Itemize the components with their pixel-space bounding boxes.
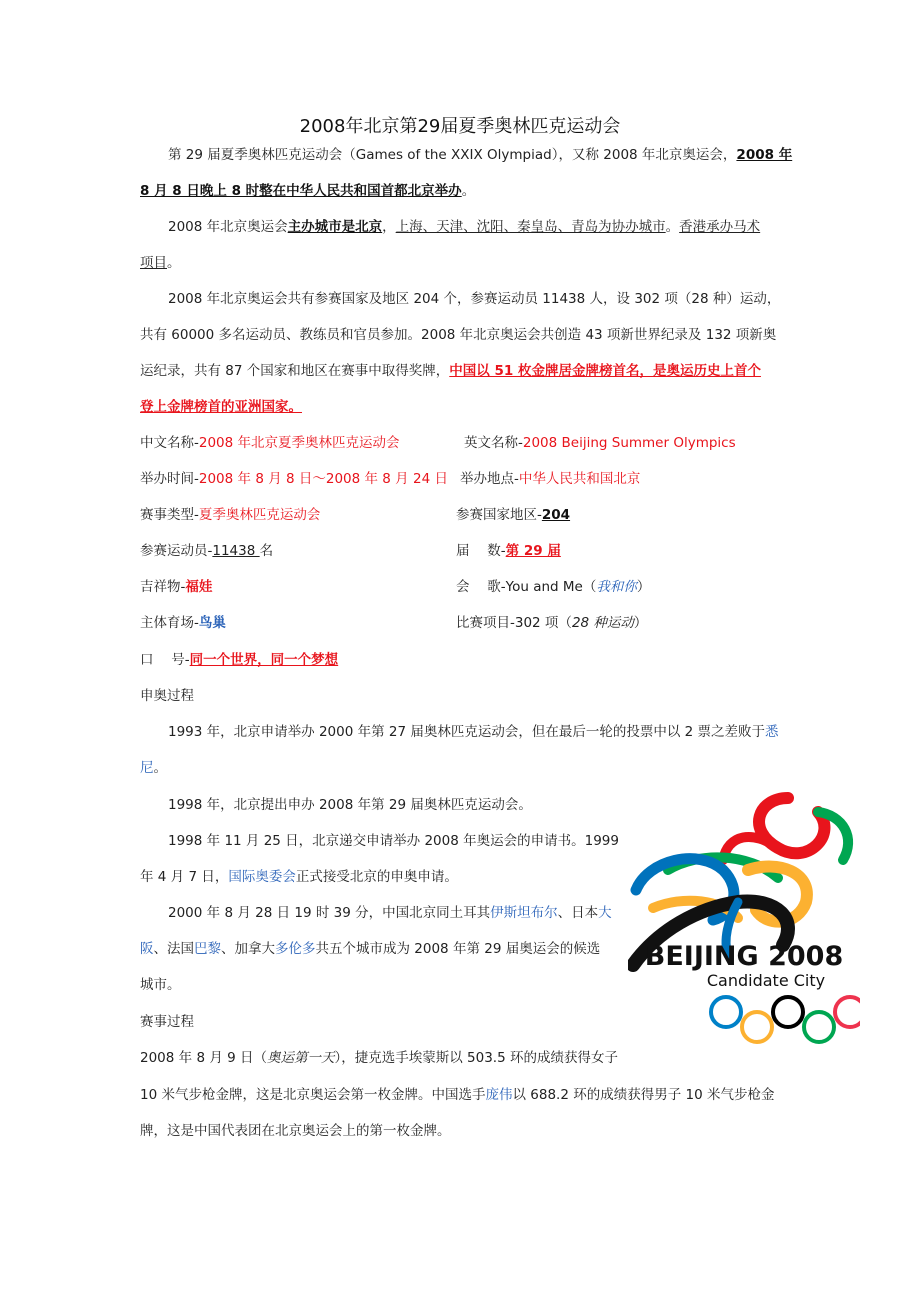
- bid-text: 、日本: [557, 905, 599, 921]
- bid-text: 正式接受北京的申奥申请。: [295, 869, 458, 885]
- fact-unit: 名: [259, 543, 274, 559]
- intro-line: [140, 361, 761, 381]
- fact-value: 204: [541, 507, 571, 523]
- fact-value: 2008 Beijing Summer Olympics: [522, 435, 736, 451]
- fact-label: ）: [633, 615, 648, 631]
- section-heading-bid: 申奥过程: [140, 688, 194, 704]
- fact-en-name: [464, 433, 736, 453]
- fact-label: 口 号-: [140, 652, 190, 668]
- intro-line: [168, 145, 792, 165]
- fact-value: 中华人民共和国北京: [518, 471, 641, 487]
- fact-value: 同一个世界，同一个梦想: [189, 652, 339, 668]
- fact-label: 赛事类型-: [140, 507, 199, 523]
- fact-value: 鸟巢: [198, 615, 226, 631]
- games-text: 10 米气步枪金牌，这是北京奥运会第一枚金牌。中国选手: [140, 1087, 486, 1103]
- bid-line: 1998 年 11 月 25 日，北京递交申请举办 2008 年奥运会的申请书。1999: [168, 833, 619, 849]
- bid-text: 1993 年，北京申请举办 2000 年第 27 届奥林匹克运动会，但在最后一轮的投票中以 2 票之差败于: [168, 724, 766, 740]
- fact-label: 主体育场-: [140, 615, 199, 631]
- olympic-rings: [711, 997, 860, 1042]
- bid-text: 共五个城市成为 2008 年第 29 届奥运会的候选: [315, 941, 601, 957]
- intro-text: 2008 年北京奥运会: [168, 219, 288, 235]
- bid-text: 。: [153, 760, 167, 776]
- city-link[interactable]: 大: [598, 905, 612, 921]
- olympic-ring: [835, 997, 860, 1027]
- olympic-ring: [742, 1012, 772, 1042]
- bid-text: 、加拿大: [221, 941, 275, 957]
- fact-value: 我和你: [596, 579, 637, 595]
- fact-stadium: [140, 613, 226, 633]
- bid-line: [140, 867, 458, 887]
- hong-kong-note: 香港承办马术: [679, 219, 761, 235]
- intro-text: 。: [167, 255, 181, 271]
- fact-athletes: [140, 541, 273, 561]
- intro-emphasis: 2008 年: [736, 147, 793, 163]
- fact-label: 参赛国家地区-: [456, 507, 542, 523]
- hong-kong-note: 项目: [140, 255, 167, 271]
- city-link[interactable]: 伊斯坦布尔: [490, 905, 558, 921]
- city-link[interactable]: 多伦多: [275, 941, 316, 957]
- host-city-emphasis: 主办城市是北京: [287, 219, 383, 235]
- athlete-link[interactable]: 庞伟: [485, 1087, 513, 1103]
- olympic-ring: [804, 1012, 834, 1042]
- intro-text: 运纪录，共有 87 个国家和地区在赛事中取得奖牌，: [140, 363, 450, 379]
- fact-time: [140, 469, 448, 489]
- bid-line: [168, 722, 779, 742]
- intro-emphasis: 8 月 8 日晚上 8 时整在中华人民共和国首都北京举办: [140, 183, 462, 199]
- intro-line: [168, 217, 760, 237]
- games-line: [140, 1085, 774, 1105]
- fact-cn-name: [140, 433, 400, 453]
- intro-text: 。: [665, 219, 680, 235]
- logo-emblem: [633, 798, 848, 965]
- fact-value: 2008 年 8 月 8 日～2008 年 8 月 24 日: [198, 471, 448, 487]
- fact-value: 福娃: [185, 579, 213, 595]
- games-text: ），捷克选手埃蒙斯以 503.5 环的成绩获得女子: [334, 1050, 618, 1066]
- gold-medal-highlight: 登上金牌榜首的亚洲国家。: [140, 399, 302, 415]
- fact-label: 会 歌-You and Me（: [456, 579, 597, 595]
- page-title: 2008年北京第29届夏季奥林匹克运动会: [299, 116, 621, 137]
- section-heading-games: 赛事过程: [140, 1014, 194, 1030]
- fact-value: 第 29 届: [505, 543, 561, 559]
- fact-mascot: [140, 577, 212, 597]
- olympic-ring: [773, 997, 803, 1027]
- city-link[interactable]: 巴黎: [194, 941, 221, 957]
- fact-label: 英文名称-: [464, 435, 523, 451]
- city-link[interactable]: 尼: [140, 760, 154, 776]
- bid-line: [140, 758, 167, 778]
- intro-text: 。: [461, 183, 476, 199]
- fact-label: 参赛运动员-: [140, 543, 213, 559]
- fact-type: [140, 505, 320, 525]
- fact-value: 2008 年北京夏季奥林匹克运动会: [198, 435, 400, 451]
- bid-text: 2000 年 8 月 28 日 19 时 39 分，中国北京同土耳其: [168, 905, 491, 921]
- bid-line: 城市。: [140, 977, 181, 993]
- fact-countries: [456, 505, 570, 525]
- games-line: 牌，这是中国代表团在北京奥运会上的第一枚金牌。: [140, 1123, 451, 1139]
- ioc-link[interactable]: 国际奥委会: [228, 869, 296, 885]
- intro-line: 2008 年北京奥运会共有参赛国家及地区 204 个，参赛运动员 11438 人，设 302 项（28 种）运动，: [168, 291, 781, 307]
- fact-label: ）: [636, 579, 651, 595]
- games-text: 以 688.2 环的成绩获得男子 10 米气步枪金: [512, 1087, 775, 1103]
- games-line: [140, 1048, 618, 1068]
- fact-place: [460, 469, 640, 489]
- city-link[interactable]: 阪: [140, 941, 154, 957]
- fact-value: 28 种运动: [571, 615, 634, 631]
- games-text: 2008 年 8 月 9 日（: [140, 1050, 267, 1066]
- fact-song: [456, 577, 650, 597]
- fact-label: 吉祥物-: [140, 579, 186, 595]
- fact-slogan: [140, 650, 338, 670]
- fact-label: 比赛项目-302 项（: [456, 615, 572, 631]
- fact-label: 中文名称-: [140, 435, 199, 451]
- gold-medal-highlight: 中国以 51 枚金牌居金牌榜首名，是奥运历史上首个: [449, 363, 761, 379]
- fact-value: 11438: [212, 543, 260, 559]
- co-host-cities: 上海、天津、沈阳、秦皇岛、青岛为协办城市: [395, 219, 666, 235]
- bid-text: 年 4 月 7 日，: [140, 869, 229, 885]
- logo-subtitle: Candidate City: [706, 971, 826, 990]
- bid-line: 1998 年，北京提出申办 2008 年第 29 届奥林匹克运动会。: [168, 797, 532, 813]
- beijing-2008-candidate-logo: [628, 790, 860, 1052]
- olympic-ring: [711, 997, 741, 1027]
- intro-line: 共有 60000 多名运动员、教练员和官员参加。2008 年北京奥运会共创造 43 项新世界纪录及 132 项新奥: [140, 327, 777, 343]
- intro-line: [140, 253, 181, 273]
- intro-line: [140, 181, 475, 201]
- fact-events: [456, 613, 647, 633]
- bid-line: [140, 939, 600, 959]
- intro-text: 第 29 届夏季奥林匹克运动会（Games of the XXIX Olympiad），又称 2008 年北京奥运会，: [168, 147, 737, 163]
- fact-value: 夏季奥林匹克运动会: [198, 507, 321, 523]
- bid-line: [168, 903, 612, 923]
- games-text-italic: 奥运第一天: [267, 1050, 335, 1066]
- intro-text: ，: [382, 219, 396, 235]
- logo-title: BEIJING 2008: [644, 941, 844, 972]
- intro-line: [140, 397, 302, 417]
- fact-edition: [456, 541, 561, 561]
- fact-label: 举办地点-: [460, 471, 519, 487]
- fact-label: 届 数-: [456, 543, 506, 559]
- city-link[interactable]: 悉: [765, 724, 779, 740]
- bid-text: 、法国: [153, 941, 194, 957]
- fact-label: 举办时间-: [140, 471, 199, 487]
